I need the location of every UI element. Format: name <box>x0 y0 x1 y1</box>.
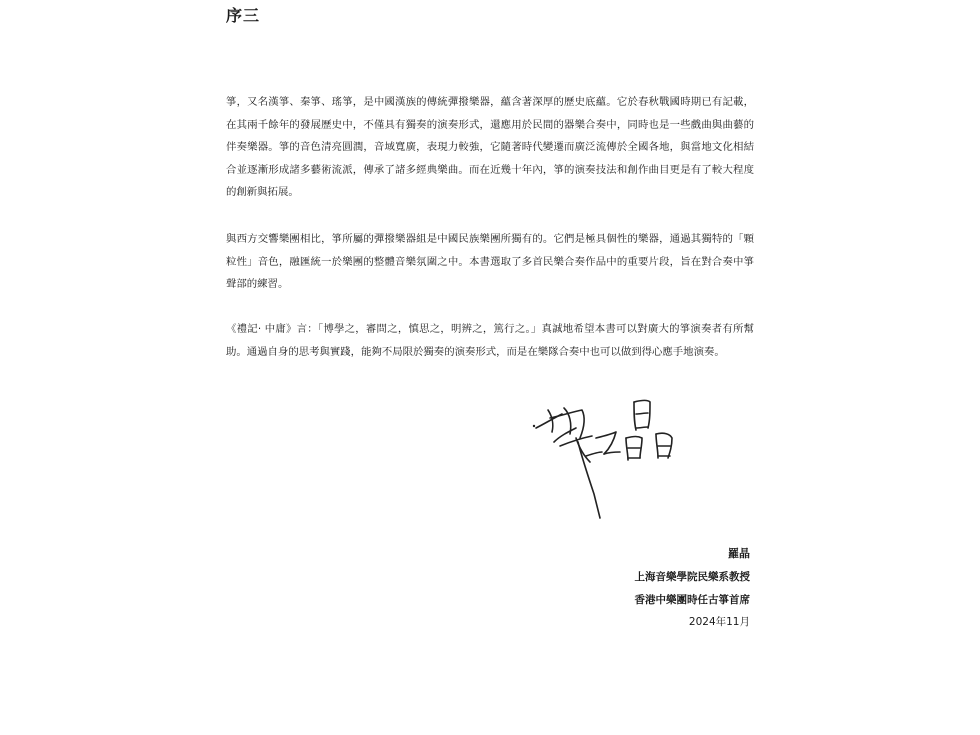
handwritten-signature <box>530 398 710 523</box>
signature-name: 羅晶 <box>728 547 750 560</box>
signature-date: 2024年11月 <box>688 616 750 628</box>
paragraph-1: 箏，又名漢箏、秦箏、瑤箏，是中國漢族的傳統彈撥樂器，蘊含著深厚的歷史底蘊。它於春秋戰國時期已有記載，在其兩千餘年的發展歷史中，不僅具有獨奏的演奏形式，還應用於民間的器樂合奏中，同時也是一些戲曲與曲藝的伴奏樂器。箏的音色清亮圓潤，音域寬廣，表現力較強，它隨著時代變遷而廣泛流傳於全國各地，與當地文化相結合並逐漸形成諸多藝術流派，傳承了諸多經典樂曲。而在近幾十年內，箏的演奏技法和創作曲目更是有了較大程度的創新與拓展。 <box>226 96 754 199</box>
paragraph-3: 《禮記· 中庸》言：「博學之，審問之，慎思之，明辨之，篤行之。」真誠地希望本書可以對廣大的箏演奏者有所幫助。通過自身的思考與實踐，能夠不局限於獨奏的演奏形式，而是在樂隊合奏中也可以做到得心應手地演奏。 <box>226 323 754 358</box>
signature-title-1: 上海音樂學院民樂系教授 <box>634 571 750 583</box>
signature-title-2: 香港中樂團時任古箏首席 <box>634 594 750 606</box>
paragraph-2: 與西方交響樂團相比，箏所屬的彈撥樂器組是中國民族樂團所獨有的。它們是極具個性的樂器，通過其獨特的「顆粒性」音色，融匯統一於樂團的整體音樂氛圍之中。本書選取了多首民樂合奏作品中的重要片段，旨在對合奏中箏聲部的練習。 <box>226 233 754 291</box>
page-title: 序三 <box>226 6 261 25</box>
